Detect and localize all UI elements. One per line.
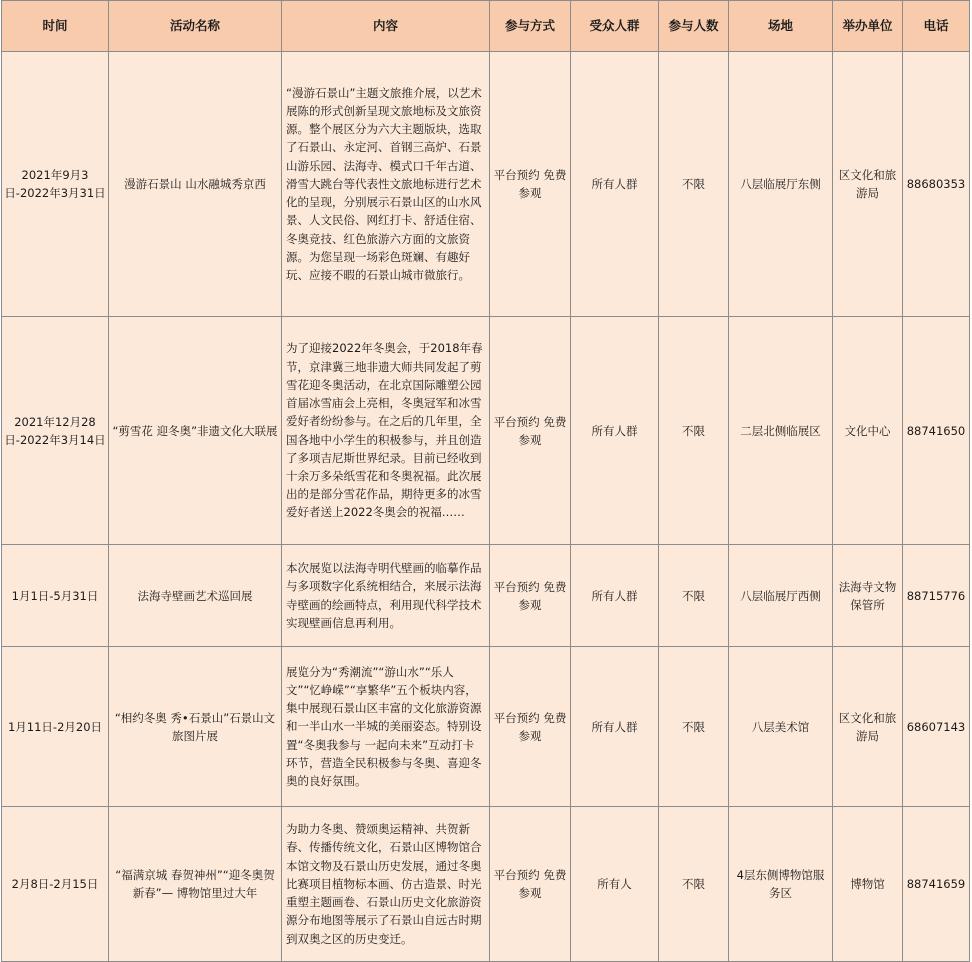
cell-count: 不限 [659, 647, 729, 807]
cell-time: 1月1日-5月31日 [2, 545, 109, 647]
cell-content: 本次展览以法海寺明代壁画的临摹作品与多项数字化系统相结合，来展示法海寺壁画的绘画特点，利用现代科学技术实现壁画信息再利用。 [282, 545, 490, 647]
cell-method: 平台预约 免费参观 [490, 807, 571, 962]
cell-method: 平台预约 免费参观 [490, 317, 571, 545]
cell-count: 不限 [659, 317, 729, 545]
header-organizer: 举办单位 [833, 1, 903, 52]
cell-audience: 所有人群 [571, 647, 659, 807]
header-name: 活动名称 [109, 1, 282, 52]
cell-content: “漫游石景山”主题文旅推介展，以艺术展陈的形式创新呈现文旅地标及文旅资源。整个展区分为六大主题版块，选取了石景山、永定河、首钢三高炉、石景山游乐园、法海寺、模式口千年古道、滑雪大跳台等代表性文旅地标进行艺术化的呈现，分别展示石景山区的山水风景、人文民俗、网红打卡、舒适住宿、冬奥竞技、红色旅游六方面的文旅资源。为您呈现一场彩色斑斓、有趣好玩、应接不暇的石景山城市微旅行。 [282, 52, 490, 317]
events-table [1, 0, 970, 962]
cell-method: 平台预约 免费参观 [490, 647, 571, 807]
cell-audience: 所有人群 [571, 52, 659, 317]
header-audience: 受众人群 [571, 1, 659, 52]
header-content: 内容 [282, 1, 490, 52]
cell-venue: 八层美术馆 [729, 647, 833, 807]
cell-venue: 八层临展厅西侧 [729, 545, 833, 647]
cell-count: 不限 [659, 52, 729, 317]
cell-content: 展览分为“秀潮流”“游山水”“乐人文”“忆峥嵘”“享繁华”五个板块内容，集中展现石景山区丰富的文化旅游资源和一半山水一半城的美丽姿态。特别设置“冬奥我参与 一起向未来”互动打卡环节，营造全民积极参与冬奥、喜迎冬奥的良好氛围。 [282, 647, 490, 807]
cell-time: 2021年12月28日-2022年3月14日 [2, 317, 109, 545]
table-row [2, 545, 970, 647]
cell-venue: 二层北侧临展区 [729, 317, 833, 545]
cell-method: 平台预约 免费参观 [490, 52, 571, 317]
cell-method: 平台预约 免费参观 [490, 545, 571, 647]
header-venue: 场地 [729, 1, 833, 52]
cell-organizer: 文化中心 [833, 317, 903, 545]
cell-content: 为了迎接2022年冬奥会，于2018年春节，京津冀三地非遗大师共同发起了剪雪花迎冬奥活动，在北京国际雕塑公园首届冰雪庙会上亮相，冬奥冠军和冰雪爱好者纷纷参与。在之后的几年里，全国各地中小学生的积极参与，并且创造了多项吉尼斯世界纪录。目前已经收到十余万多朵纸雪花和冬奥祝福。此次展出的是部分雪花作品，期待更多的冰雪爱好者送上2022冬奥会的祝福…… [282, 317, 490, 545]
header-count: 参与人数 [659, 1, 729, 52]
cell-count: 不限 [659, 545, 729, 647]
cell-count: 不限 [659, 807, 729, 962]
cell-name: “剪雪花 迎冬奥”非遗文化大联展 [109, 317, 282, 545]
cell-phone: 88715776 [903, 545, 970, 647]
cell-organizer: 法海寺文物保管所 [833, 545, 903, 647]
cell-audience: 所有人群 [571, 545, 659, 647]
header-phone: 电话 [903, 1, 970, 52]
cell-phone: 88680353 [903, 52, 970, 317]
cell-name: “福满京城 春贺神州”“迎冬奥贺新春”— 博物馆里过大年 [109, 807, 282, 962]
cell-organizer: 博物馆 [833, 807, 903, 962]
header-row [2, 1, 970, 52]
cell-time: 1月11日-2月20日 [2, 647, 109, 807]
table-row [2, 647, 970, 807]
table-row [2, 807, 970, 962]
table-row [2, 317, 970, 545]
cell-time: 2021年9月3日-2022年3月31日 [2, 52, 109, 317]
cell-venue: 4层东侧博物馆服务区 [729, 807, 833, 962]
cell-audience: 所有人群 [571, 317, 659, 545]
cell-audience: 所有人 [571, 807, 659, 962]
cell-phone: 88741659 [903, 807, 970, 962]
cell-time: 2月8日-2月15日 [2, 807, 109, 962]
header-method: 参与方式 [490, 1, 571, 52]
cell-venue: 八层临展厅东侧 [729, 52, 833, 317]
cell-phone: 88741650 [903, 317, 970, 545]
cell-name: “相约冬奥 秀•石景山”石景山文旅图片展 [109, 647, 282, 807]
cell-organizer: 区文化和旅游局 [833, 52, 903, 317]
cell-phone: 68607143 [903, 647, 970, 807]
cell-organizer: 区文化和旅游局 [833, 647, 903, 807]
table-row [2, 52, 970, 317]
header-time: 时间 [2, 1, 109, 52]
cell-name: 法海寺壁画艺术巡回展 [109, 545, 282, 647]
cell-content: 为助力冬奥、赞颂奥运精神、共贺新春、传播传统文化，石景山区博物馆合本馆文物及石景山历史发展，通过冬奥比赛项目植物标本画、仿古造景、时光重塑主题画卷、石景山历史文化旅游资源分布地图等展示了石景山自远古时期到双奥之区的历史变迁。 [282, 807, 490, 962]
cell-name: 漫游石景山 山水融城秀京西 [109, 52, 282, 317]
